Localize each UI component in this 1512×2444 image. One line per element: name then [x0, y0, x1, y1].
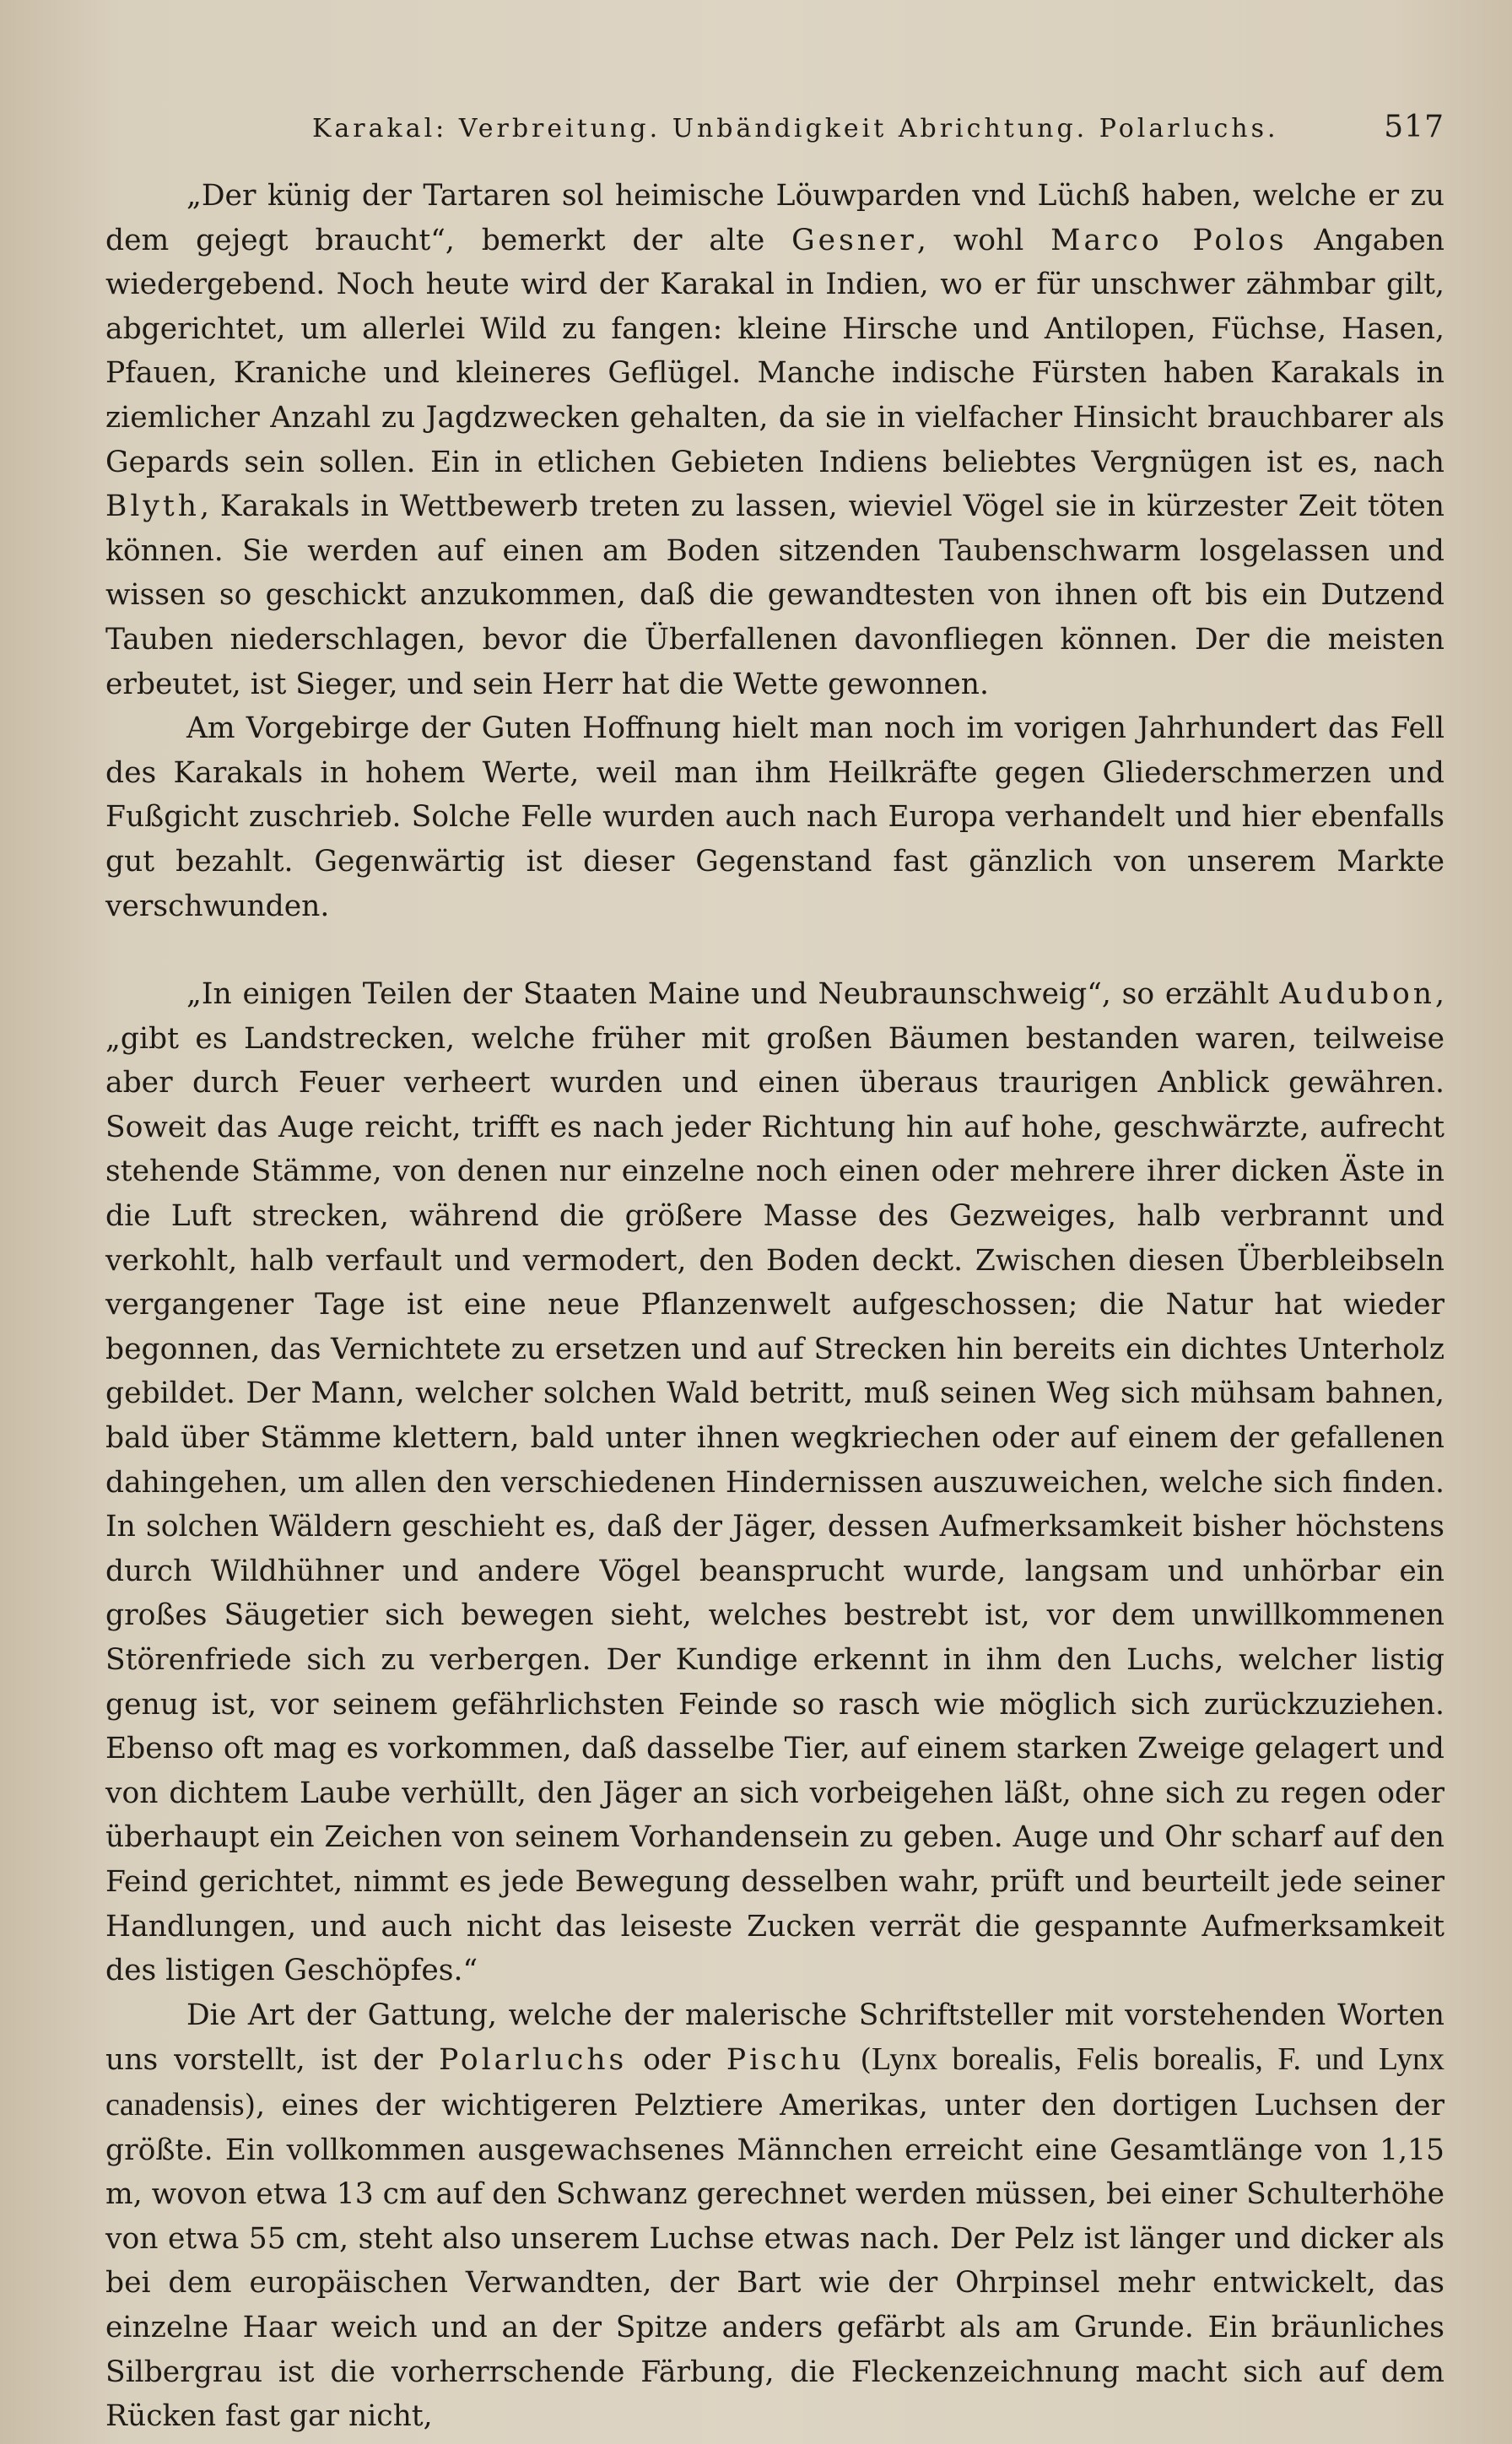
text-run: (: [844, 2043, 872, 2078]
paragraph-karakal-fur: [105, 706, 1444, 928]
running-title: Karakal: Verbreitung. Unbändigkeit Abrichtung. Polarluchs.: [312, 114, 1279, 143]
text-run: , „gibt es Landstrecken, welche früher mit großen Bäumen bestanden waren, teilweise aber durch Feuer verheert wurden und einen überaus traurigen Anblick gewähren. Soweit das Auge reicht, trifft es nach jeder Richtung hin auf hohe, geschwärzte, aufrecht stehende Stämme, von denen nur einzelne noch einen oder mehrere ihrer dicken Äste in die Luft strecken, während die größere Masse des Gezweiges, halb verbrannt und verkohlt, halb verfault und vermodert, den Boden deckt. Zwischen diesen Überbleibseln vergangener Tage ist eine neue Pflanzenwelt aufgeschossen; die Natur hat wieder begonnen, das Vernichtete zu ersetzen und auf Strecken hin bereits ein dichtes Unterholz gebildet. Der Mann, welcher solchen Wald betritt, muß seinen Weg sich mühsam bahnen, bald über Stämme klettern, bald unter ihnen wegkriechen oder auf einem der gefallenen dahingehen, um allen den verschiedenen Hindernissen auszuweichen, welche sich finden. In solchen Wäldern geschieht es, daß der Jäger, dessen Aufmerksamkeit bisher höchstens durch Wildhühner und andere Vögel beansprucht wurde, langsam und unhörbar ein großes Säugetier sich bewegen sieht, welches bestrebt ist, vor dem unwillkommenen Störenfriede sich zu verbergen. Der Kundige erkennt in ihm den Luchs, welcher listig genug ist, vor seinem gefährlichsten Feinde so rasch wie möglich sich zurückzuziehen. Ebenso oft mag es vorkommen, daß dasselbe Tier, auf einem starken Zweige gelagert und von dichtem Laube verhüllt, den Jäger an sich vorbeigehen läßt, ohne sich zu regen oder überhaupt ein Zeichen von seinem Vorhandensein zu geben. Auge und Ohr scharf auf den Feind gerichtet, nimmt es jede Bewegung desselben wahr, prüft und beurteilt jede seiner Handlungen, und auch nicht das leiseste Zucken verrät die gespannte Aufmerksamkeit des listigen Geschöpfes.“: [105, 977, 1444, 1988]
paragraph-audubon-quote: [105, 972, 1444, 1993]
latin-names: Lynx borealis, Felis borealis, F. und Lynx canadensis: [105, 2041, 1444, 2122]
text-run: ), eines der wichtigeren Pelztiere Amerikas, unter den dortigen Luchsen der größte. Ein vollkommen ausgewachsenes Männchen erreicht eine Gesamtlänge von 1,15 m, wovon etwa 13 cm auf den Schwanz gerechnet werden müssen, bei einer Schulterhöhe von etwa 55 cm, steht also unserem Luchse etwas nach. Der Pelz ist länger und dicker als bei dem europäischen Verwandten, der Bart wie der Ohrpinsel mehr entwickelt, das einzelne Haar weich und an der Spitze anders gefärbt als am Grunde. Ein bräunliches Silbergrau ist die vorherrschende Färbung, die Fleckenzeichnung macht sich auf dem Rücken fast gar nicht,: [105, 2088, 1444, 2434]
paragraph-karakal-training: [105, 174, 1444, 706]
text-run: „In einigen Teilen der Staaten Maine und Neubraunschweig“, so erzählt: [186, 977, 1280, 1012]
text-run: oder: [627, 2043, 726, 2078]
text-run: , Karakals in Wettbewerb treten zu lassen, wieviel Vögel sie in kürzester Zeit töten können. Sie werden auf einen am Boden sitzenden Taubenschwarm losgelassen und wissen so geschickt anzukommen, daß die gewandtesten von ihnen oft bis ein Dutzend Tauben niederschlagen, bevor die Überfallenen davonfliegen können. Der die meisten erbeutet, ist Sieger, und sein Herr hat die Wette gewonnen.: [105, 489, 1444, 701]
species-name-polarluchs: Polarluchs: [439, 2043, 628, 2078]
page-number: 517: [1384, 110, 1444, 144]
text-run: „Der künig der Tartaren sol heimische Löuwparden vnd Lüchß haben, welche er zu dem gejegt braucht“, bemerkt der alte: [105, 179, 1444, 257]
text-run: Die Art der Gattung, welche der malerische Schriftsteller mit vorstehenden Worten uns vorstellt, ist der: [105, 1998, 1444, 2078]
author-name-audubon: Audubon: [1279, 977, 1436, 1012]
author-name-marco-polo: Marco Polos: [1050, 223, 1288, 257]
species-name-pischu: Pischu: [726, 2043, 845, 2078]
paragraph-polarluchs: [105, 1993, 1444, 2439]
text-run: , wohl: [916, 223, 1051, 257]
author-name-gesner: Gesner: [791, 223, 917, 257]
author-name-blyth: Blyth: [105, 489, 200, 524]
text-run: Am Vorgebirge der Guten Hoffnung hielt man noch im vorigen Jahrhundert das Fell des Karakals in hohem Werte, weil man ihm Heilkräfte gegen Gliederschmerzen und Fußgicht zuschrieb. Solche Felle wurden auch nach Europa verhandelt und hier ebenfalls gut bezahlt. Gegenwärtig ist dieser Gegenstand fast gänzlich von unserem Markte verschwunden.: [105, 711, 1444, 923]
text-run: Angaben wiedergebend. Noch heute wird der Karakal in Indien, wo er für unschwer zähmbar gilt, abgerichtet, um allerlei Wild zu fangen: kleine Hirsche und Antilopen, Füchse, Hasen, Pfauen, Kraniche und kleineres Geflügel. Manche indische Fürsten haben Karakals in ziemlicher Anzahl zu Jagdzwecken gehalten, da sie in vielfacher Hinsicht brauchbarer als Gepards sein sollen. Ein in etlichen Gebieten Indiens beliebtes Vergnügen ist es, nach: [105, 223, 1444, 479]
running-head: [105, 110, 1444, 160]
